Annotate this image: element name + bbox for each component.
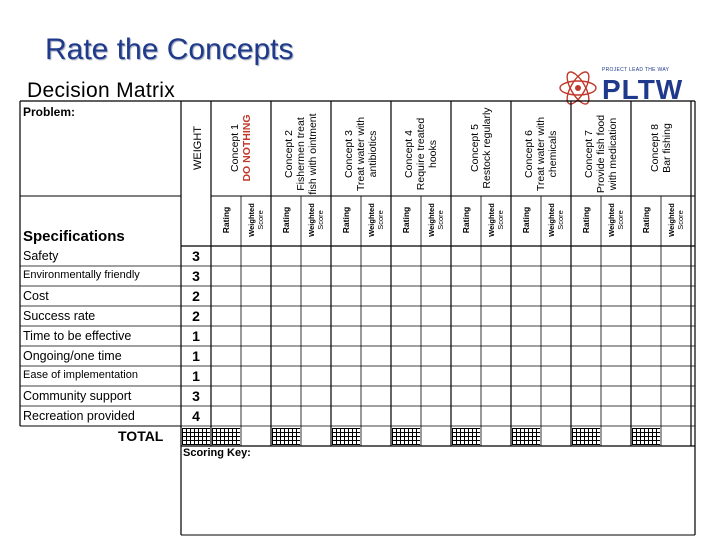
weighted-score-cell[interactable] <box>662 287 690 305</box>
weighted-label: Weighted <box>307 203 316 237</box>
weighted-score-cell[interactable] <box>362 247 390 265</box>
score-label: Score <box>256 210 265 230</box>
rating-cell[interactable] <box>632 407 660 425</box>
weighted-score-cell[interactable] <box>242 367 270 385</box>
spec-weight: 1 <box>192 348 200 364</box>
rating-cell[interactable] <box>272 347 300 365</box>
rating-cell[interactable] <box>632 387 660 405</box>
total-score-cell[interactable] <box>602 427 630 445</box>
rating-cell[interactable] <box>272 387 300 405</box>
rating-cell[interactable] <box>332 407 360 425</box>
rating-cell[interactable] <box>512 307 540 325</box>
spec-weight: 3 <box>192 248 200 264</box>
weighted-score-cell[interactable] <box>362 407 390 425</box>
weighted-label: Weighted <box>367 203 376 237</box>
rating-cell[interactable] <box>572 307 600 325</box>
concept-header-1 <box>229 103 253 193</box>
rating-cell[interactable] <box>212 387 240 405</box>
spec-label: Safety <box>23 249 59 263</box>
weighted-score-cell[interactable] <box>542 287 570 305</box>
weighted-score-cell[interactable] <box>302 367 330 385</box>
total-rating-cell <box>392 428 420 445</box>
rating-cell[interactable] <box>512 247 540 265</box>
weighted-score-cell[interactable] <box>302 387 330 405</box>
weighted-score-cell[interactable] <box>362 287 390 305</box>
concept-number: Concept 1 <box>229 124 241 172</box>
weighted-label: Weighted <box>607 203 616 237</box>
weighted-score-cell[interactable] <box>602 287 630 305</box>
total-rating-cell <box>212 428 240 445</box>
spec-weight: 3 <box>192 268 200 284</box>
concept-number: Concept 7 <box>583 130 595 178</box>
decision-matrix-title: Decision Matrix <box>27 79 176 102</box>
concept-header-5 <box>469 103 493 193</box>
rating-cell[interactable] <box>512 287 540 305</box>
weighted-score-cell[interactable] <box>362 387 390 405</box>
rating-cell[interactable] <box>632 307 660 325</box>
weighted-score-cell[interactable] <box>362 307 390 325</box>
rating-cell[interactable] <box>272 407 300 425</box>
rating-cell[interactable] <box>452 347 480 365</box>
score-label: Score <box>496 210 505 230</box>
weighted-score-cell[interactable] <box>302 267 330 285</box>
rating-cell[interactable] <box>272 367 300 385</box>
weighted-score-cell[interactable] <box>302 307 330 325</box>
weighted-score-cell[interactable] <box>602 307 630 325</box>
spec-weight: 2 <box>192 308 200 324</box>
score-label: Score <box>676 210 685 230</box>
total-rating-cell <box>512 428 540 445</box>
slide-title: Rate the Concepts <box>45 33 294 66</box>
weighted-score-cell[interactable] <box>662 267 690 285</box>
rating-cell[interactable] <box>272 327 300 345</box>
spec-label: Recreation provided <box>23 409 135 423</box>
weighted-score-subheader <box>307 195 325 245</box>
total-weight-cell <box>182 428 210 445</box>
weighted-score-cell[interactable] <box>362 367 390 385</box>
rating-cell[interactable] <box>212 407 240 425</box>
total-score-cell[interactable] <box>242 427 270 445</box>
score-label: Score <box>556 210 565 230</box>
problem-label: Problem: <box>23 105 76 119</box>
weighted-score-cell[interactable] <box>422 387 450 405</box>
weighted-score-cell[interactable] <box>482 407 510 425</box>
rating-cell[interactable] <box>572 287 600 305</box>
weighted-score-cell[interactable] <box>602 347 630 365</box>
rating-cell[interactable] <box>512 267 540 285</box>
weighted-label: Weighted <box>547 203 556 237</box>
concept-description-2: with medication <box>607 117 619 191</box>
rating-subheader: Rating <box>401 206 411 234</box>
rating-cell[interactable] <box>632 347 660 365</box>
spec-weight: 3 <box>192 388 200 404</box>
rating-subheader: Rating <box>221 206 231 234</box>
rating-cell[interactable] <box>212 367 240 385</box>
weighted-score-cell[interactable] <box>242 267 270 285</box>
rating-cell[interactable] <box>392 367 420 385</box>
rating-cell[interactable] <box>452 307 480 325</box>
weighted-score-cell[interactable] <box>542 267 570 285</box>
rating-cell[interactable] <box>272 287 300 305</box>
weighted-score-cell[interactable] <box>302 347 330 365</box>
weighted-score-cell[interactable] <box>542 247 570 265</box>
weighted-score-cell[interactable] <box>242 347 270 365</box>
rating-cell[interactable] <box>452 367 480 385</box>
rating-cell[interactable] <box>452 287 480 305</box>
rating-cell[interactable] <box>332 347 360 365</box>
weighted-score-subheader <box>607 195 625 245</box>
rating-cell[interactable] <box>452 267 480 285</box>
weighted-score-cell[interactable] <box>422 327 450 345</box>
weighted-score-cell[interactable] <box>422 307 450 325</box>
total-rating-cell <box>572 428 600 445</box>
concept-description-2: fish with ointment <box>307 113 319 195</box>
rating-cell[interactable] <box>332 307 360 325</box>
weighted-score-cell[interactable] <box>482 387 510 405</box>
rating-cell[interactable] <box>632 327 660 345</box>
weighted-score-cell[interactable] <box>542 407 570 425</box>
rating-cell[interactable] <box>632 267 660 285</box>
weighted-score-cell[interactable] <box>422 287 450 305</box>
concept-description: Provide fish food <box>595 114 607 194</box>
rating-cell[interactable] <box>452 387 480 405</box>
rating-cell[interactable] <box>572 367 600 385</box>
weighted-score-cell[interactable] <box>482 307 510 325</box>
concept-description-2: hooks <box>427 139 439 169</box>
rating-cell[interactable] <box>332 367 360 385</box>
weighted-score-cell[interactable] <box>242 327 270 345</box>
rating-cell[interactable] <box>212 327 240 345</box>
weighted-score-cell[interactable] <box>362 327 390 345</box>
concept-description-2: chemicals <box>547 130 559 178</box>
rating-subheader: Rating <box>341 206 351 234</box>
weighted-score-cell[interactable] <box>602 327 630 345</box>
weighted-score-cell[interactable] <box>662 247 690 265</box>
weighted-score-cell[interactable] <box>302 247 330 265</box>
weighted-label: Weighted <box>667 203 676 237</box>
logo-text: PLTW <box>602 74 684 105</box>
weighted-score-cell[interactable] <box>302 407 330 425</box>
spec-weight: 2 <box>192 288 200 304</box>
weighted-score-cell[interactable] <box>422 247 450 265</box>
rating-cell[interactable] <box>272 267 300 285</box>
rating-cell[interactable] <box>392 327 420 345</box>
concept-number: Concept 2 <box>283 130 295 178</box>
rating-subheader: Rating <box>581 206 591 234</box>
concept-number: Concept 5 <box>469 124 481 172</box>
weighted-score-cell[interactable] <box>482 367 510 385</box>
rating-cell[interactable] <box>512 367 540 385</box>
spec-label: Environmentally friendly <box>23 269 140 281</box>
weighted-score-cell[interactable] <box>362 347 390 365</box>
rating-cell[interactable] <box>212 267 240 285</box>
weighted-score-cell[interactable] <box>482 247 510 265</box>
rating-subheader: Rating <box>641 206 651 234</box>
rating-cell[interactable] <box>272 307 300 325</box>
concept-description: Require treated <box>415 117 427 191</box>
total-rating-cell <box>272 428 300 445</box>
rating-cell[interactable] <box>512 327 540 345</box>
total-score-cell[interactable] <box>482 427 510 445</box>
spec-weight: 1 <box>192 328 200 344</box>
weighted-score-cell[interactable] <box>482 287 510 305</box>
concept-header-2 <box>283 109 319 199</box>
weighted-score-cell[interactable] <box>542 347 570 365</box>
rating-cell[interactable] <box>512 347 540 365</box>
rating-cell[interactable] <box>332 287 360 305</box>
spec-weight: 4 <box>192 408 200 424</box>
weighted-score-cell[interactable] <box>602 407 630 425</box>
rating-cell[interactable] <box>212 247 240 265</box>
rating-cell[interactable] <box>572 407 600 425</box>
spec-label: Ease of implementation <box>23 369 138 381</box>
rating-cell[interactable] <box>512 387 540 405</box>
rating-cell[interactable] <box>452 247 480 265</box>
weighted-score-subheader <box>667 195 685 245</box>
score-label: Score <box>436 210 445 230</box>
concept-header-8 <box>649 103 673 193</box>
weighted-label: Weighted <box>487 203 496 237</box>
weighted-score-cell[interactable] <box>602 367 630 385</box>
weighted-score-cell[interactable] <box>662 407 690 425</box>
rating-cell[interactable] <box>632 367 660 385</box>
spec-label: Cost <box>23 289 49 303</box>
rating-cell[interactable] <box>392 247 420 265</box>
weighted-score-cell[interactable] <box>482 327 510 345</box>
rating-cell[interactable] <box>332 267 360 285</box>
weighted-score-cell[interactable] <box>242 387 270 405</box>
specifications-header: Specifications <box>23 228 125 245</box>
weighted-score-cell[interactable] <box>302 327 330 345</box>
weighted-score-subheader <box>247 195 265 245</box>
rating-cell[interactable] <box>632 247 660 265</box>
weighted-label: Weighted <box>427 203 436 237</box>
weighted-score-cell[interactable] <box>602 267 630 285</box>
concept-description: Treat water with <box>355 116 367 192</box>
logo-tagline: PROJECT LEAD THE WAY <box>602 67 670 73</box>
concept-header-6 <box>523 109 559 199</box>
concept-number: Concept 3 <box>343 130 355 178</box>
weighted-score-cell[interactable] <box>302 287 330 305</box>
rating-cell[interactable] <box>572 327 600 345</box>
weighted-score-cell[interactable] <box>242 287 270 305</box>
concept-description: Treat water with <box>535 116 547 192</box>
concept-description: Fishermen treat <box>295 117 307 191</box>
spec-label: Time to be effective <box>23 329 132 343</box>
rating-subheader: Rating <box>281 206 291 234</box>
total-rating-cell <box>452 428 480 445</box>
weighted-score-cell[interactable] <box>482 347 510 365</box>
rating-cell[interactable] <box>272 247 300 265</box>
weighted-score-cell[interactable] <box>542 387 570 405</box>
rating-cell[interactable] <box>572 347 600 365</box>
total-score-cell[interactable] <box>302 427 330 445</box>
rating-cell[interactable] <box>212 347 240 365</box>
rating-cell[interactable] <box>212 287 240 305</box>
spec-weight: 1 <box>192 368 200 384</box>
weighted-score-cell[interactable] <box>242 307 270 325</box>
score-label: Score <box>616 210 625 230</box>
total-score-cell[interactable] <box>362 427 390 445</box>
weighted-score-subheader <box>367 195 385 245</box>
scoring-key-label: Scoring Key: <box>183 447 251 459</box>
rating-cell[interactable] <box>392 407 420 425</box>
concept-description: Restock regularly <box>481 107 493 189</box>
spec-label: Success rate <box>23 309 96 323</box>
concept-header-3 <box>343 109 379 199</box>
concept-description: DO NOTHING <box>241 114 253 182</box>
weighted-label: Weighted <box>247 203 256 237</box>
weighted-score-cell[interactable] <box>662 387 690 405</box>
weighted-score-cell[interactable] <box>242 247 270 265</box>
weighted-score-subheader <box>487 195 505 245</box>
rating-cell[interactable] <box>572 247 600 265</box>
rating-cell[interactable] <box>392 287 420 305</box>
rating-cell[interactable] <box>452 407 480 425</box>
weight-header: WEIGHT <box>192 126 204 170</box>
spec-label: Community support <box>23 389 132 403</box>
spec-label: Ongoing/one time <box>23 349 122 363</box>
rating-cell[interactable] <box>512 407 540 425</box>
weighted-score-cell[interactable] <box>422 267 450 285</box>
weighted-score-cell[interactable] <box>662 327 690 345</box>
weighted-score-cell[interactable] <box>542 327 570 345</box>
rating-cell[interactable] <box>212 307 240 325</box>
rating-subheader: Rating <box>521 206 531 234</box>
weighted-score-cell[interactable] <box>362 267 390 285</box>
weighted-score-cell[interactable] <box>422 367 450 385</box>
rating-cell[interactable] <box>332 387 360 405</box>
rating-cell[interactable] <box>392 307 420 325</box>
weighted-score-cell[interactable] <box>542 367 570 385</box>
concept-number: Concept 8 <box>649 124 661 172</box>
total-score-cell[interactable] <box>422 427 450 445</box>
rating-subheader: Rating <box>461 206 471 234</box>
total-rating-cell <box>332 428 360 445</box>
weighted-score-subheader <box>547 195 565 245</box>
total-score-cell[interactable] <box>662 427 690 445</box>
weighted-score-cell[interactable] <box>422 407 450 425</box>
weighted-score-cell[interactable] <box>422 347 450 365</box>
weighted-score-cell[interactable] <box>662 367 690 385</box>
concept-description-2: antibiotics <box>367 130 379 178</box>
weighted-score-cell[interactable] <box>602 387 630 405</box>
weighted-score-cell[interactable] <box>662 347 690 365</box>
rating-cell[interactable] <box>332 247 360 265</box>
weighted-score-subheader <box>427 195 445 245</box>
score-label: Score <box>376 210 385 230</box>
rating-cell[interactable] <box>452 327 480 345</box>
concept-description: Bar fishing <box>661 123 673 173</box>
concept-number: Concept 6 <box>523 130 535 178</box>
rating-cell[interactable] <box>392 347 420 365</box>
rating-cell[interactable] <box>392 267 420 285</box>
weighted-score-cell[interactable] <box>542 307 570 325</box>
rating-cell[interactable] <box>572 387 600 405</box>
weighted-score-cell[interactable] <box>482 267 510 285</box>
weighted-score-cell[interactable] <box>602 247 630 265</box>
total-score-cell[interactable] <box>542 427 570 445</box>
rating-cell[interactable] <box>332 327 360 345</box>
rating-cell[interactable] <box>572 267 600 285</box>
weighted-score-cell[interactable] <box>662 307 690 325</box>
total-rating-cell <box>632 428 660 445</box>
concept-header-7 <box>583 109 619 199</box>
rating-cell[interactable] <box>632 287 660 305</box>
weighted-score-cell[interactable] <box>242 407 270 425</box>
rating-cell[interactable] <box>392 387 420 405</box>
score-label: Score <box>316 210 325 230</box>
concept-header-4 <box>403 109 439 199</box>
concept-number: Concept 4 <box>403 130 415 178</box>
total-label: TOTAL <box>118 428 164 444</box>
